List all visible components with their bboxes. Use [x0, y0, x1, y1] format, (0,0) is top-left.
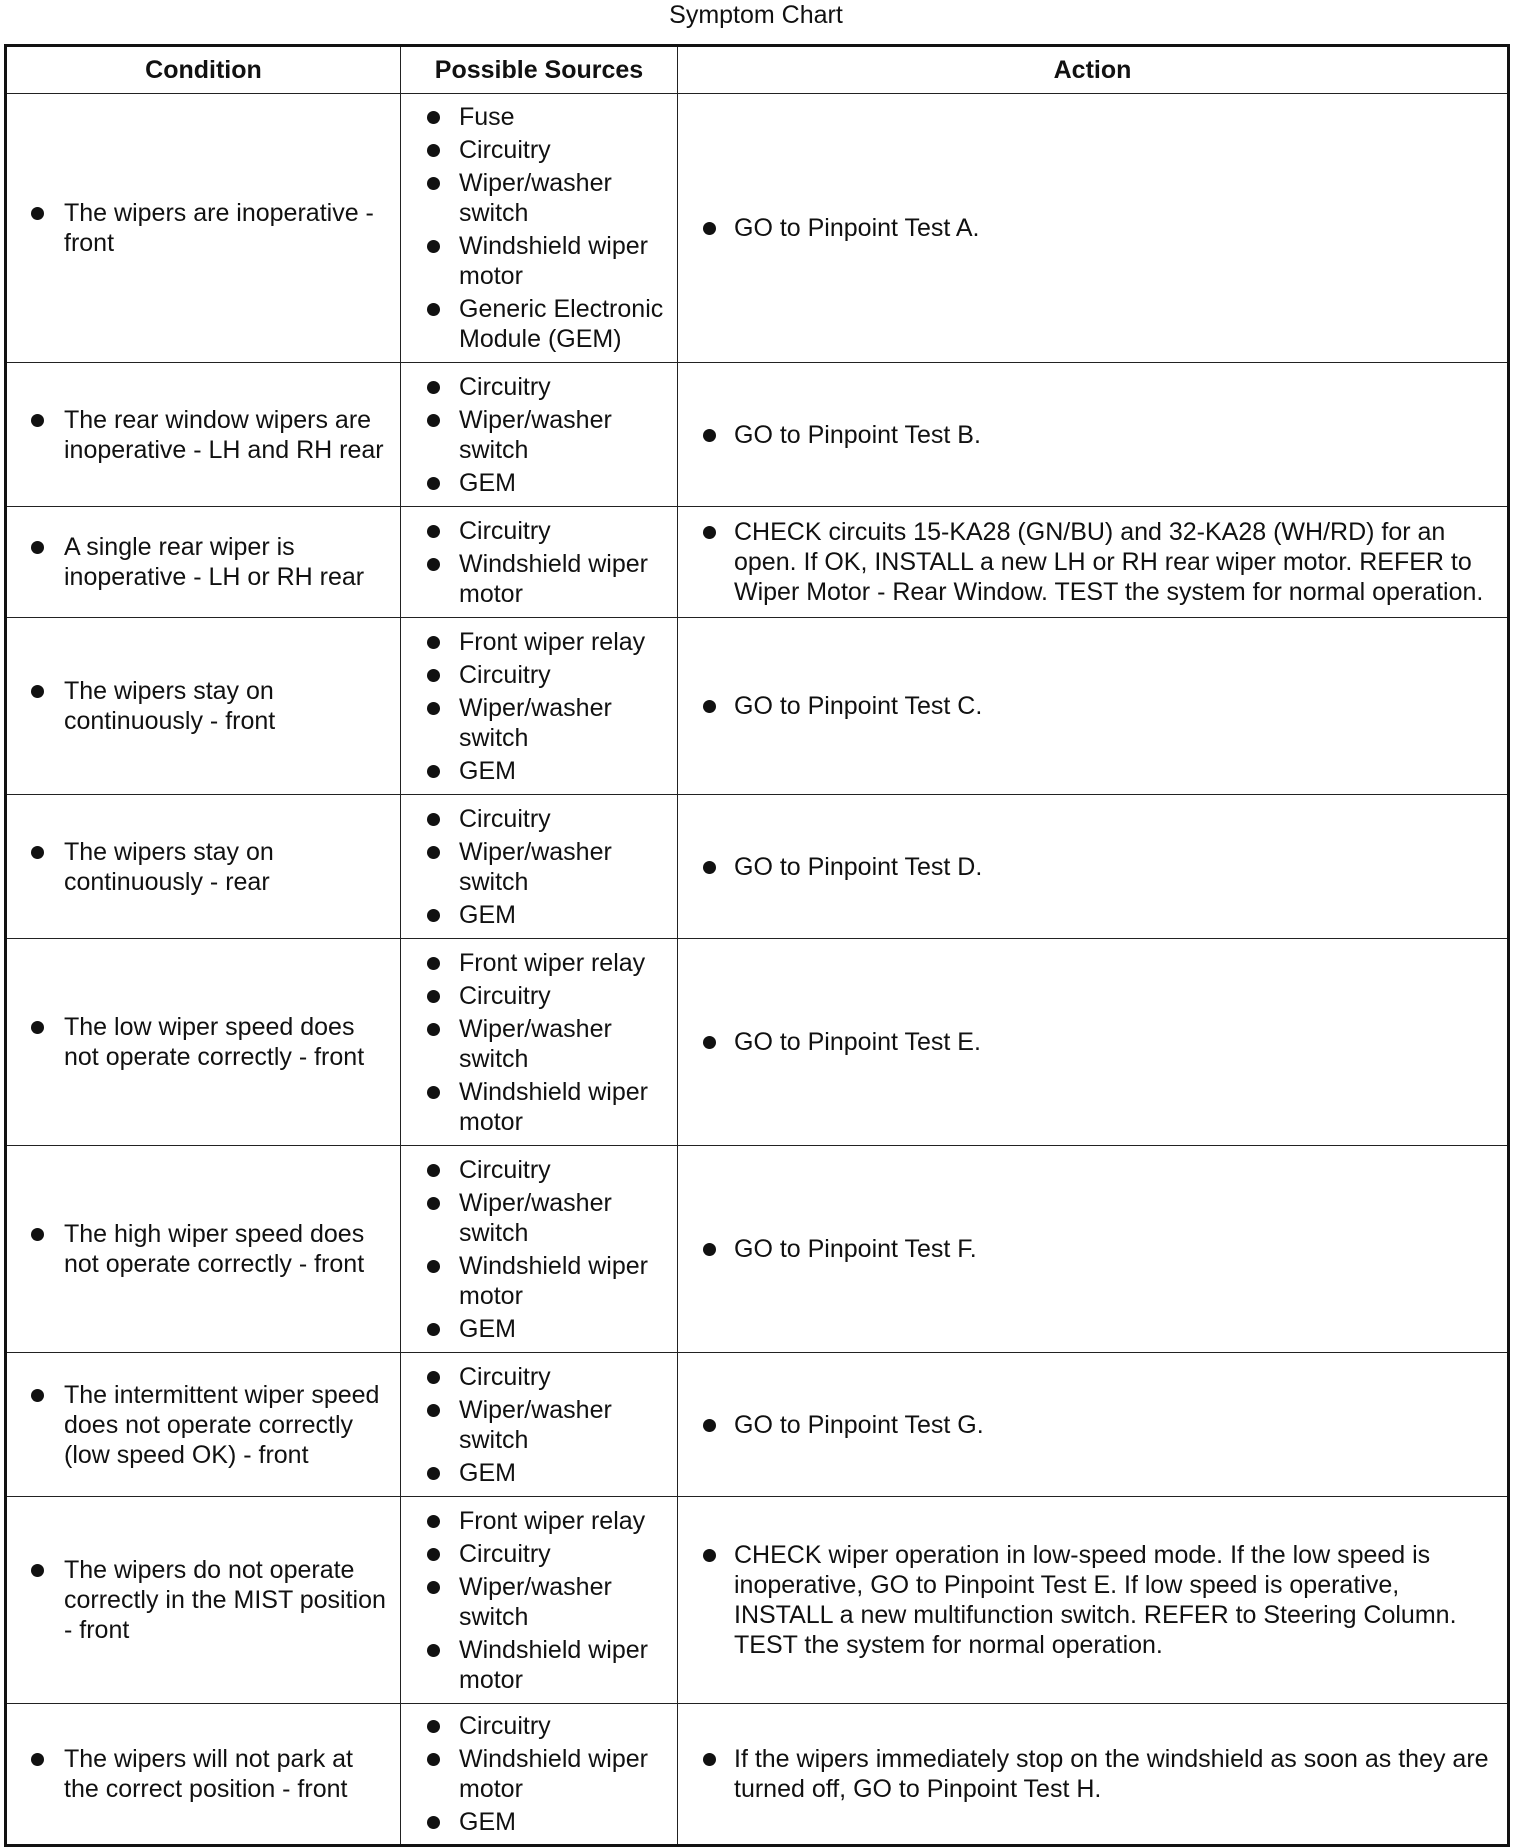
condition-cell [6, 507, 401, 618]
source-item: Wiper/washer switch [401, 1395, 677, 1455]
source-item: Windshield wiper motor [401, 1251, 677, 1311]
source-item: Windshield wiper motor [401, 549, 677, 609]
table-row [6, 1353, 1509, 1497]
source-item: Generic Electronic Module (GEM) [401, 294, 677, 354]
symptom-table [4, 44, 1510, 1847]
action-cell [678, 94, 1509, 363]
source-item: GEM [401, 1807, 677, 1837]
header-row [6, 46, 1509, 94]
source-item: Wiper/washer switch [401, 1014, 677, 1074]
source-item: Circuitry [401, 1711, 677, 1741]
action-item: CHECK wiper operation in low-speed mode. If the low speed is inoperative, GO to Pinpoint Test E. If low speed is operative, INSTALL a new multifunction switch. REFER to Steering Column. TEST the system for normal operation. [678, 1540, 1507, 1660]
table-row [6, 1146, 1509, 1353]
action-cell [678, 1353, 1509, 1497]
source-item: Circuitry [401, 372, 677, 402]
action-cell [678, 618, 1509, 795]
header-action: Action [678, 46, 1509, 94]
sources-cell [401, 1353, 678, 1497]
action-item: GO to Pinpoint Test E. [678, 1027, 1507, 1057]
table-row [6, 363, 1509, 507]
source-item: Circuitry [401, 804, 677, 834]
source-item: Wiper/washer switch [401, 837, 677, 897]
action-item: GO to Pinpoint Test G. [678, 1410, 1507, 1440]
source-item: Circuitry [401, 1155, 677, 1185]
condition-cell [6, 1497, 401, 1704]
chart-title: Symptom Chart [669, 1, 843, 29]
source-item: GEM [401, 900, 677, 930]
condition-cell [6, 618, 401, 795]
source-item: GEM [401, 1314, 677, 1344]
action-item: GO to Pinpoint Test F. [678, 1234, 1507, 1264]
action-cell [678, 1704, 1509, 1846]
condition-item: A single rear wiper is inoperative - LH or RH rear [7, 532, 400, 592]
condition-cell [6, 1704, 401, 1846]
source-item: Windshield wiper motor [401, 231, 677, 291]
sources-cell [401, 1497, 678, 1704]
condition-cell [6, 94, 401, 363]
header-sources: Possible Sources [401, 46, 678, 94]
action-item: GO to Pinpoint Test D. [678, 852, 1507, 882]
table-row [6, 939, 1509, 1146]
action-item: GO to Pinpoint Test C. [678, 691, 1507, 721]
condition-cell [6, 795, 401, 939]
action-cell [678, 1497, 1509, 1704]
source-item: Circuitry [401, 660, 677, 690]
action-cell [678, 507, 1509, 618]
sources-cell [401, 618, 678, 795]
header-condition: Condition [6, 46, 401, 94]
condition-item: The wipers are inoperative - front [7, 198, 400, 258]
source-item: Wiper/washer switch [401, 405, 677, 465]
source-item: GEM [401, 1458, 677, 1488]
condition-item: The wipers stay on continuously - rear [7, 837, 400, 897]
source-item: Circuitry [401, 981, 677, 1011]
condition-item: The wipers do not operate correctly in the MIST position - front [7, 1555, 400, 1645]
source-item: Front wiper relay [401, 627, 677, 657]
table-row [6, 94, 1509, 363]
source-item: Circuitry [401, 135, 677, 165]
condition-item: The wipers stay on continuously - front [7, 676, 400, 736]
sources-cell [401, 94, 678, 363]
sources-cell [401, 1146, 678, 1353]
table-row [6, 1497, 1509, 1704]
sources-cell [401, 795, 678, 939]
source-item: Wiper/washer switch [401, 1572, 677, 1632]
condition-item: The rear window wipers are inoperative - LH and RH rear [7, 405, 400, 465]
condition-cell [6, 1353, 401, 1497]
action-item: GO to Pinpoint Test A. [678, 213, 1507, 243]
source-item: Wiper/washer switch [401, 168, 677, 228]
action-cell [678, 939, 1509, 1146]
condition-item: The intermittent wiper speed does not operate correctly (low speed OK) - front [7, 1380, 400, 1470]
action-item: GO to Pinpoint Test B. [678, 420, 1507, 450]
source-item: Circuitry [401, 516, 677, 546]
table-row [6, 618, 1509, 795]
source-item: Front wiper relay [401, 1506, 677, 1536]
condition-cell [6, 939, 401, 1146]
sources-cell [401, 1704, 678, 1846]
source-item: Wiper/washer switch [401, 693, 677, 753]
sources-cell [401, 363, 678, 507]
condition-item: The wipers will not park at the correct position - front [7, 1744, 400, 1804]
condition-item: The high wiper speed does not operate correctly - front [7, 1219, 400, 1279]
condition-cell [6, 363, 401, 507]
source-item: Windshield wiper motor [401, 1635, 677, 1695]
source-item: Wiper/washer switch [401, 1188, 677, 1248]
action-item: CHECK circuits 15-KA28 (GN/BU) and 32-KA28 (WH/RD) for an open. If OK, INSTALL a new LH or RH rear wiper motor. REFER to Wiper Motor - Rear Window. TEST the system for normal operation. [678, 517, 1507, 607]
source-item: Circuitry [401, 1362, 677, 1392]
condition-cell [6, 1146, 401, 1353]
table-row [6, 507, 1509, 618]
action-item: If the wipers immediately stop on the windshield as soon as they are turned off, GO to Pinpoint Test H. [678, 1744, 1507, 1804]
sources-cell [401, 507, 678, 618]
table-row [6, 1704, 1509, 1846]
source-item: Windshield wiper motor [401, 1077, 677, 1137]
action-cell [678, 1146, 1509, 1353]
table-row [6, 795, 1509, 939]
condition-item: The low wiper speed does not operate correctly - front [7, 1012, 400, 1072]
source-item: Fuse [401, 102, 677, 132]
source-item: Windshield wiper motor [401, 1744, 677, 1804]
source-item: GEM [401, 756, 677, 786]
action-cell [678, 363, 1509, 507]
action-cell [678, 795, 1509, 939]
source-item: GEM [401, 468, 677, 498]
source-item: Circuitry [401, 1539, 677, 1569]
source-item: Front wiper relay [401, 948, 677, 978]
sources-cell [401, 939, 678, 1146]
